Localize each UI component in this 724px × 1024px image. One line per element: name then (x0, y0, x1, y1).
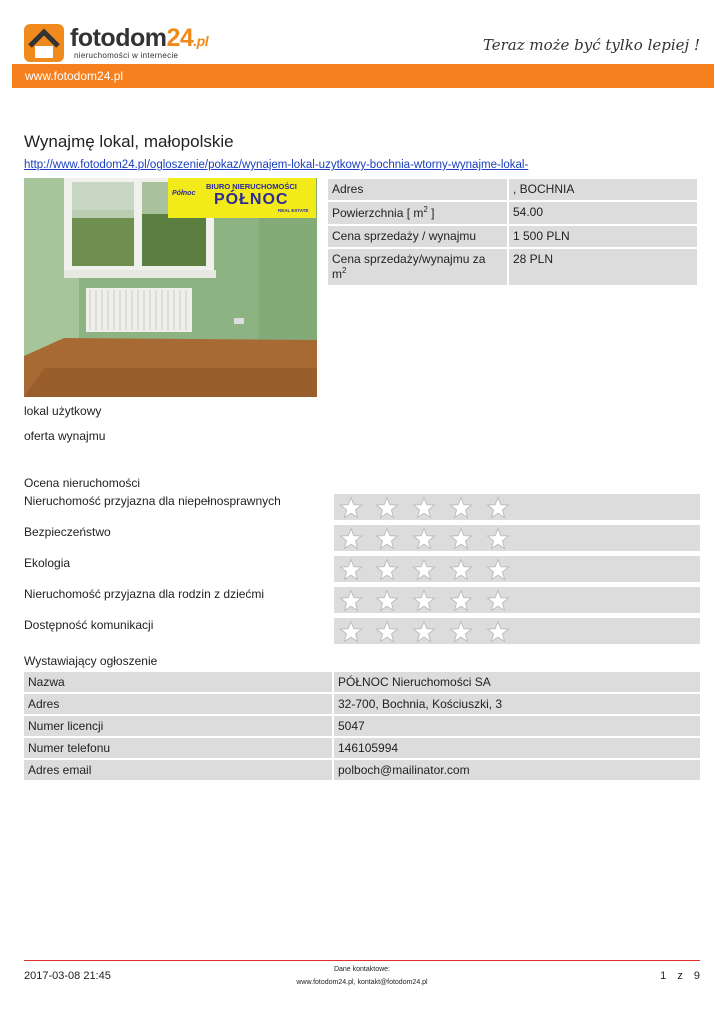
star-icon[interactable] (412, 558, 436, 581)
star-icon[interactable] (486, 496, 510, 519)
rating-stars[interactable] (334, 556, 700, 582)
rating-label: Nieruchomość przyjazna dla rodzin z dziećmi (24, 587, 265, 601)
detail-value: 1 500 PLN (509, 226, 697, 247)
agency-sign-logo: Północ (172, 190, 196, 197)
star-icon[interactable] (449, 620, 473, 643)
star-icon[interactable] (339, 527, 363, 550)
footer-contact: www.fotodom24.pl, kontakt@fotodom24.pl (296, 979, 428, 986)
detail-label: Cena sprzedaży / wynajmu (328, 226, 507, 247)
detail-label: Powierzchnia [ $m^2$ ] (328, 202, 507, 224)
table-row (24, 760, 700, 780)
star-icon[interactable] (375, 527, 399, 550)
star-icon[interactable] (449, 496, 473, 519)
slogan: Teraz może być tylko lepiej ! (482, 36, 700, 54)
house-logo-icon (22, 22, 66, 64)
star-icon[interactable] (486, 589, 510, 612)
star-icon[interactable] (339, 558, 363, 581)
rating-stars[interactable] (334, 587, 700, 613)
star-icon[interactable] (375, 558, 399, 581)
poster-label: Nazwa (24, 672, 332, 692)
rating-row (24, 525, 700, 551)
footer-date: 2017-03-08 21:45 (24, 970, 111, 982)
rating-label: Bezpieczeństwo (24, 525, 111, 539)
property-type: lokal użytkowy (24, 404, 102, 418)
star-icon[interactable] (449, 558, 473, 581)
star-icon[interactable] (486, 620, 510, 643)
table-row (24, 672, 700, 692)
detail-value: 28 PLN (509, 249, 697, 285)
detail-value: , BOCHNIA (509, 179, 697, 200)
star-icon[interactable] (339, 589, 363, 612)
listing-details-table (326, 177, 699, 287)
table-row (328, 179, 697, 200)
url-banner (12, 64, 714, 88)
detail-label: Cena sprzedaży/wynajmu za $m^2$ (328, 249, 507, 285)
rating-row (24, 587, 700, 613)
page-title: Wynajmę lokal, małopolskie (24, 132, 234, 151)
star-icon[interactable] (449, 589, 473, 612)
star-icon[interactable] (339, 620, 363, 643)
rating-label: Dostępność komunikacji (24, 618, 154, 632)
footer-divider (24, 960, 700, 961)
poster-label: Numer licencji (24, 716, 332, 736)
table-row (24, 716, 700, 736)
rating-row (24, 556, 700, 582)
page-indicator: 1 z 9 (660, 970, 700, 982)
rating-stars[interactable] (334, 618, 700, 644)
star-icon[interactable] (486, 558, 510, 581)
table-row (24, 738, 700, 758)
footer-contact-label: Dane kontaktowe: (333, 966, 391, 973)
star-icon[interactable] (412, 589, 436, 612)
rating-label: Ekologia (24, 556, 71, 570)
rating-stars[interactable] (334, 494, 700, 520)
star-icon[interactable] (412, 620, 436, 643)
detail-value: 54.00 (509, 202, 697, 224)
agency-sign (168, 178, 316, 218)
poster-email-value[interactable]: polboch@mailinator.com (334, 760, 700, 780)
agency-sign-main: PÓŁNOC (214, 191, 289, 208)
banner-url-link[interactable]: www.fotodom24.pl (25, 69, 124, 83)
listing-link[interactable]: http://www.fotodom24.pl/ogloszenie/pokaz/wynajem-lokal-uzytkowy-bochnia-wtorny-wynajme-lokal- (24, 159, 529, 171)
star-icon[interactable] (449, 527, 473, 550)
rating-row (24, 494, 700, 520)
star-icon[interactable] (375, 496, 399, 519)
table-row (328, 226, 697, 247)
rating-stars[interactable] (334, 525, 700, 551)
star-icon[interactable] (412, 496, 436, 519)
star-icon[interactable] (375, 620, 399, 643)
rating-title: Ocena nieruchomości (24, 476, 141, 490)
table-row (328, 202, 697, 224)
detail-label: Adres (328, 179, 507, 200)
poster-value: 32-700, Bochnia, Kościuszki, 3 (334, 694, 700, 714)
poster-value: 5047 (334, 716, 700, 736)
poster-label: Adres email (24, 760, 332, 780)
table-row (24, 694, 700, 714)
offer-type: oferta wynajmu (24, 429, 106, 443)
site-logo-text[interactable]: fotodom24.pl (70, 24, 209, 52)
poster-table (22, 670, 702, 782)
site-header (22, 22, 702, 64)
table-row (328, 249, 697, 285)
agency-sign-top: BIURO NIERUCHOMOŚCI (206, 182, 297, 191)
poster-value: PÓŁNOC Nieruchomości SA (334, 672, 700, 692)
poster-label: Numer telefonu (24, 738, 332, 758)
star-icon[interactable] (339, 496, 363, 519)
logo-subtitle: nieruchomości w internecie (74, 51, 179, 60)
star-icon[interactable] (412, 527, 436, 550)
agency-sign-sub: REAL ESTATE (278, 208, 309, 213)
star-icon[interactable] (375, 589, 399, 612)
rating-label: Nieruchomość przyjazna dla niepełnosprawnych (24, 494, 281, 508)
poster-label: Adres (24, 694, 332, 714)
listing-photo (24, 178, 317, 397)
star-icon[interactable] (486, 527, 510, 550)
rating-row (24, 618, 700, 644)
poster-value: 146105994 (334, 738, 700, 758)
poster-title: Wystawiający ogłoszenie (24, 654, 158, 668)
